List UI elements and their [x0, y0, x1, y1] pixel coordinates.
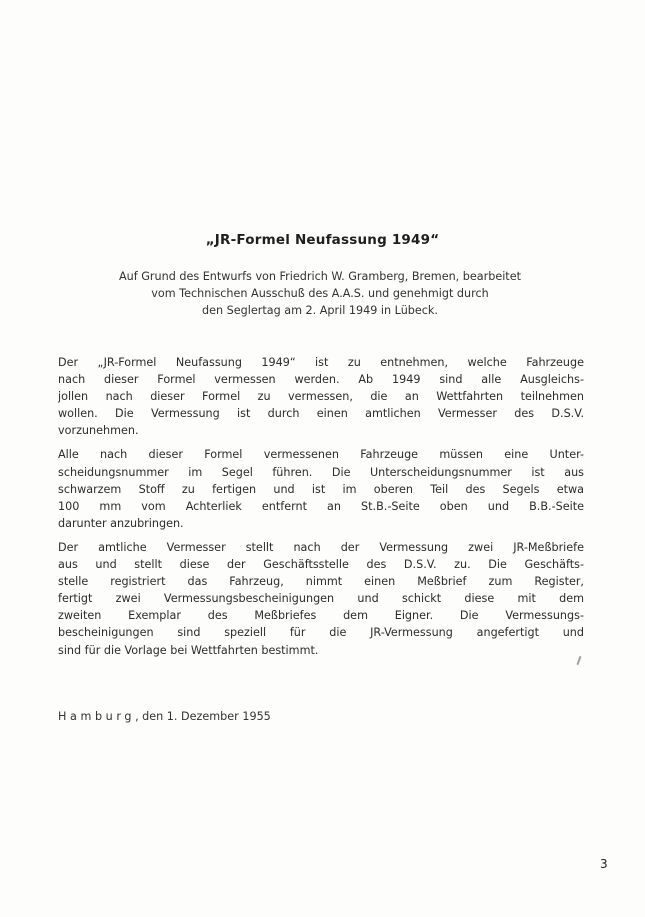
paragraph [58, 354, 584, 439]
subtitle-line: den Seglertag am 2. April 1949 in Lübeck. [202, 304, 438, 317]
subtitle-line: vom Technischen Ausschuß des A.A.S. und genehmigt durch [151, 287, 489, 300]
paragraph-line: stelle registriert das Fahrzeug, nimmt einen Meßbrief zum Register, [58, 575, 584, 589]
paragraph-line: Der amtliche Vermesser stellt nach der Vermessung zwei JR-Meßbriefe [58, 540, 584, 554]
date-text: , den 1. Dezember 1955 [135, 710, 271, 723]
paragraph-line: Alle nach dieser Formel vermessenen Fahrzeuge müssen eine Unter- [58, 448, 584, 462]
paragraph-line: nach dieser Formel vermessen werden. Ab 1949 sind alle Ausgleichs- [58, 373, 584, 387]
paragraph-line: darunter anzubringen. [58, 516, 184, 530]
paragraph-line: sind für die Vorlage bei Wettfahrten bestimmt. [58, 643, 319, 657]
paragraph-line: vorzunehmen. [58, 424, 139, 438]
paragraph-line: wollen. Die Vermessung ist durch einen amtlichen Vermesser des D.S.V. [58, 407, 584, 421]
paragraph [58, 446, 584, 531]
paragraph-line: schwarzem Stoff zu fertigen und ist im oberen Teil des Segels etwa [58, 482, 584, 496]
document-body [58, 354, 584, 666]
paragraph [58, 539, 584, 659]
subtitle-line: Auf Grund des Entwurfs von Friedrich W. Gramberg, Bremen, bearbeitet [119, 270, 521, 283]
paragraph-line: Der „JR-Formel Neufassung 1949“ ist zu entnehmen, welche Fahrzeuge [58, 356, 584, 369]
paragraph-line: fertigt zwei Vermessungsbescheinigungen und schickt diese mit dem [58, 592, 584, 606]
paragraph-line: scheidungsnummer im Segel führen. Die Unterscheidungsnummer ist aus [58, 465, 584, 479]
paragraph-line: jollen nach dieser Formel zu vermessen, die an Wettfahrten teilnehmen [58, 390, 584, 404]
document-subtitle [60, 268, 580, 319]
place-and-date [58, 710, 271, 723]
place-name: Hamburg [58, 710, 136, 723]
page-number: 3 [600, 857, 608, 871]
paragraph-line: 100 mm vom Achterliek entfernt an St.B.-Seite oben und B.B.-Seite [58, 499, 584, 513]
paragraph-line: aus und stellt diese der Geschäftsstelle des D.S.V. zu. Die Geschäfts- [58, 558, 584, 572]
document-title: „JR-Formel Neufassung 1949“ [205, 232, 440, 248]
paragraph-line: bescheinigungen sind speziell für die JR-Vermessung angefertigt und [58, 626, 584, 640]
paragraph-line: zweiten Exemplar des Meßbriefes dem Eigner. Die Vermessungs- [58, 609, 584, 623]
